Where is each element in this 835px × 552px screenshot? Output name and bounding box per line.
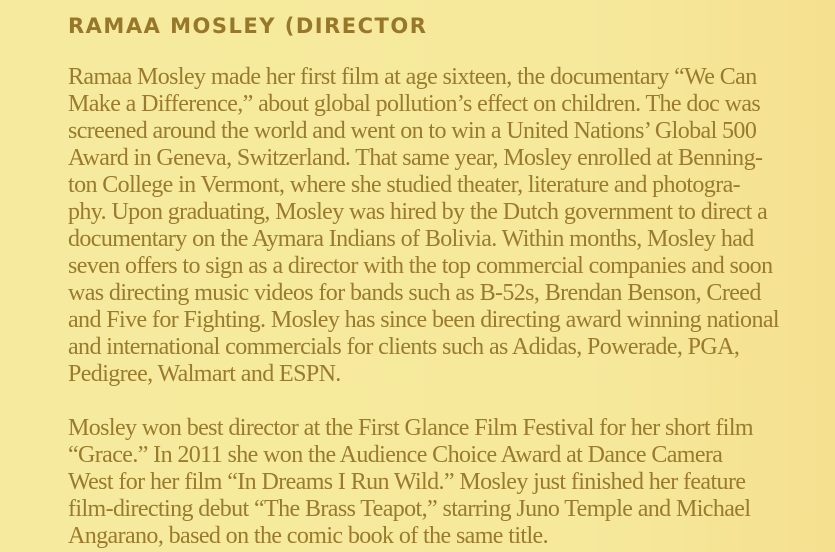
bio-heading: RAMAA MOSLEY (DIRECTOR (68, 14, 428, 38)
bio-paragraph-1: Ramaa Mosley made her first film at age sixteen, the documentary “We Can Make a Difference,” about global pollution’s effect on children. The doc was screened around the world and went on to win a United Nations’ Global 500 Award in Geneva, Switzerland. That same year, Mosley enrolled at Benning- ton College in Vermont, where she studied theater, literature and photogra- phy. Upon graduating, Mosley was hired by the Dutch government to direct a documentary on the Aymara Indians of Bolivia. Within months, Mosley had seven offers to sign as a director with the top commercial companies and soon was directing music videos for bands such as B-52s, Brendan Benson, Creed and Five for Fighting. Mosley has since been directing award winning national and international commercials for clients such as Adidas, Powerade, PGA, Pedigree, Walmart and ESPN. (68, 64, 779, 387)
bio-paragraph-2: Mosley won best director at the First Glance Film Festival for her short film “Grace.” In 2011 she won the Audience Choice Award at Dance Camera West for her film “In Dreams I Run Wild.” Mosley just finished her feature film-directing debut “The Brass Teapot,” starring Juno Temple and Michael Angarano, based on the comic book of the same title. (68, 415, 754, 549)
director-bio (68, 12, 788, 550)
